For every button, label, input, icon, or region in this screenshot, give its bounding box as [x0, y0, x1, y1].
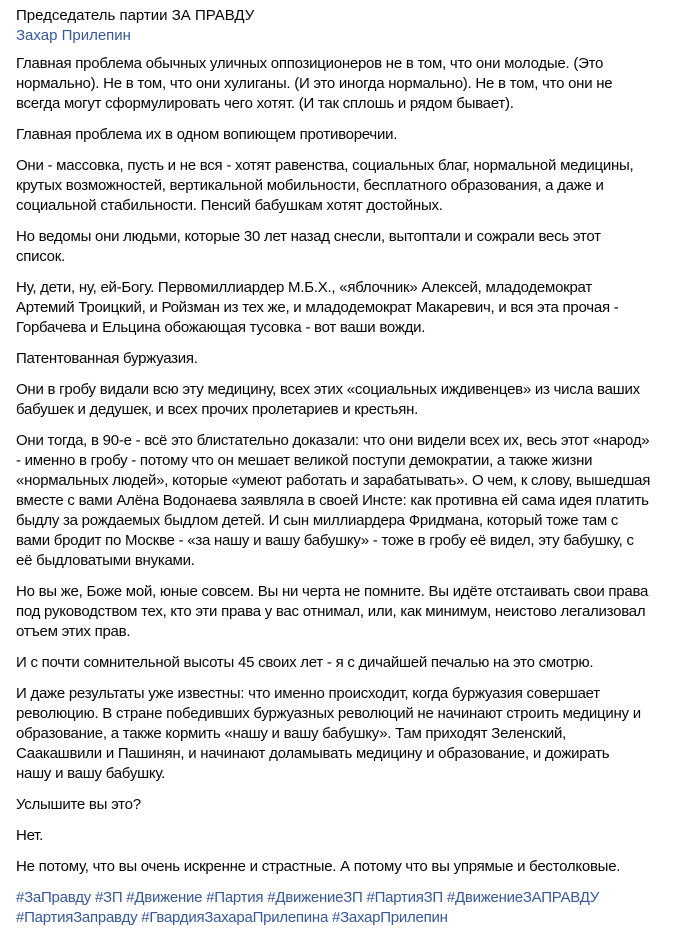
hashtag-link[interactable]: #ДвижениеЗП	[267, 889, 363, 906]
hashtags-line-2	[16, 908, 676, 928]
post-body	[16, 54, 676, 877]
paragraph: Они - массовка, пусть и не вся - хотят равенства, социальных благ, нормальной медицины, крутых возможностей, вертикальной мобильности, бесплатного образования, а даже и социальной стабильности. Пенсий бабушкам хотят достойных.	[16, 157, 634, 214]
paragraph: Главная проблема их в одном вопиющем противоречии.	[16, 126, 398, 143]
paragraph: Но ведомы они людьми, которые 30 лет назад снесли, вытоптали и сожрали весь этот список.	[16, 228, 601, 265]
paragraph: Главная проблема обычных уличных оппозиционеров не в том, что они молодые. (Это нормально). Не в том, что они хулиганы. (И это иногда нормально). Не в том, что они не всегда могут сформулировать чего хотят. (И так сплошь и рядом бывает).	[16, 55, 613, 112]
hashtag-link[interactable]: #ЗаПравду	[16, 889, 92, 906]
hashtag-link[interactable]: #ДвижениеЗАПРАВДУ	[446, 889, 600, 906]
hashtag-link[interactable]: #ПартияЗП	[366, 889, 443, 906]
hashtag-link[interactable]: #ЗахарПрилепин	[331, 909, 448, 926]
paragraph: И даже результаты уже известны: что именно происходит, когда буржуазия совершает революцию. В стране победивших буржуазных революций не начинают строить медицину и образование, а также кормить «нашу и вашу бабушку». Там приходят Зеленский, Саакашвили и Пашинян, и начинают доламывать медицину и образование, и дожирать нашу и вашу бабушку.	[16, 685, 641, 782]
post	[16, 6, 676, 928]
paragraph: Они тогда, в 90-е - всё это блистательно доказали: что они видели всех их, весь этот «народ» - именно в гробу - потому что он мешает великой поступи демократии, а также жизни «нормальных людей», которые «умеют работать и зарабатывать». О чем, к слову, вышедшая вместе с вами Алёна Водонаева заявляла в своей Инсте: как противна ей сама идея платить быдлу за рождаемых быдлом детей. И сын миллиардера Фридмана, который тоже там с вами бродит по Москве - «за нашу и вашу бабушку» - тоже в гробу её видел, эту бабушку, с её быдловатыми внуками.	[16, 432, 651, 569]
hashtags-line-1	[16, 888, 676, 908]
author-name-link[interactable]: Захар Прилепин	[16, 27, 131, 44]
hashtags	[16, 888, 676, 928]
paragraph: Нет.	[16, 827, 44, 844]
paragraph: Они в гробу видали всю эту медицину, всех этих «социальных иждивенцев» из числа ваших бабушек и дедушек, и всех прочих пролетариев и крестьян.	[16, 381, 640, 418]
paragraph: Патентованная буржуазия.	[16, 350, 198, 367]
hashtag-link[interactable]: #Движение	[126, 889, 203, 906]
hashtag-link[interactable]: #ГвардияЗахараПрилепина	[141, 909, 329, 926]
author-title: Председатель партии ЗА ПРАВДУ	[16, 7, 255, 24]
paragraph: Но вы же, Боже мой, юные совсем. Вы ни черта не помните. Вы идёте отстаивать свои права под руководством тех, кто эти права у вас отнимал, или, как минимум, неистово легализовал отъем этих прав.	[16, 583, 649, 640]
hashtag-link[interactable]: #ЗП	[94, 889, 123, 906]
paragraph: Ну, дети, ну, ей-Богу. Первомиллиардер М.Б.Х., «яблочник» Алексей, младодемократ Артемий Троицкий, и Ройзман из тех же, и младодемократ Макаревич, и вся эта прочая - Горбачева и Ельцина обожающая тусовка - вот ваши вожди.	[16, 279, 619, 336]
hashtag-link[interactable]: #Партия	[206, 889, 264, 906]
hashtag-link[interactable]: #ПартияЗаправду	[16, 909, 138, 926]
paragraph: Услышите вы это?	[16, 796, 141, 813]
paragraph: Не потому, что вы очень искренне и страстные. А потому что вы упрямые и бестолковые.	[16, 858, 621, 875]
paragraph: И с почти сомнительной высоты 45 своих лет - я с дичайшей печалью на это смотрю.	[16, 654, 594, 671]
